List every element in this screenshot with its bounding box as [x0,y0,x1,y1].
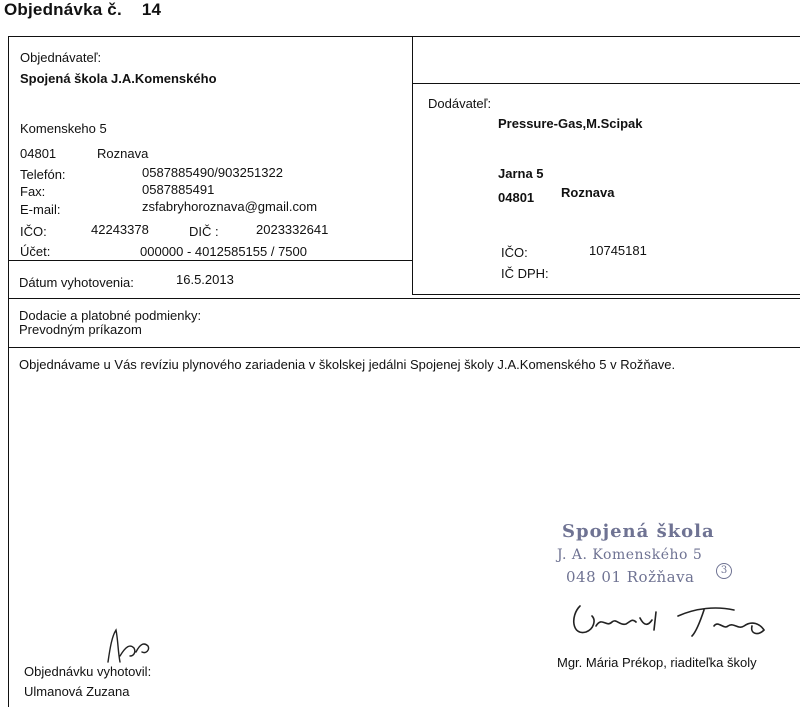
supplier-ico-label: IČO: [501,245,528,260]
order-body-text: Objednávame u Vás revíziu plynového zariadenia v školskej jedálni Spojenej školy J.A.Komenského 5 v Rožňave. [19,357,676,372]
frame-left [8,36,9,707]
supplier-icdph-label: IČ DPH: [501,266,549,281]
stamp-line-1: Spojená škola [562,521,715,542]
director-signature [566,596,776,646]
document-title [4,0,161,20]
supplier-ico-value: 10745181 [589,243,647,258]
supplier-zip: 04801 [498,190,535,205]
dic-label: DIČ : [189,224,219,239]
supplier-street: Jarna 5 [498,166,544,181]
account-label: Účet: [20,244,51,259]
frame-top [8,36,800,37]
fax-value: 0587885491 [142,182,215,197]
supplier-label: Dodávateľ: [428,96,492,111]
ico-value: 42243378 [91,222,149,237]
order-number: 14 [141,0,162,19]
supplier-box-bottom [412,294,800,295]
account-value: 000000 - 4012585155 / 7500 [140,244,307,259]
email-value: zsfabryhoroznava@gmail.com [142,199,318,214]
title-text: Objednávka č. [4,0,122,19]
supplier-city: Roznava [561,185,615,200]
orderer-name: Spojená škola J.A.Komenského [20,71,217,86]
orderer-street: Komenskeho 5 [20,121,107,136]
dic-value: 2023332641 [256,222,329,237]
stamp-line-2: J. A. Komenského 5 [557,547,703,563]
frame-divider-vertical [412,36,413,295]
date-row-bottom [8,298,800,299]
ico-label: IČO: [20,224,47,239]
phone-value: 0587885490/903251322 [142,165,283,180]
supplier-box-top [412,83,800,84]
orderer-zip: 04801 [20,146,57,161]
terms-label: Dodacie a platobné podmienky: [19,308,202,323]
orderer-label: Objednávateľ: [20,50,102,65]
phone-label: Telefón: [20,167,66,182]
stamp-number: 3 [716,563,732,579]
email-label: E-mail: [20,202,61,217]
fax-label: Fax: [20,184,46,199]
director-name: Mgr. Mária Prékop, riaditeľka školy [557,655,757,670]
prepared-by-label: Objednávku vyhotovil: [24,664,152,679]
terms-value: Prevodným príkazom [19,322,142,337]
terms-row-bottom [8,347,800,348]
date-row-top [8,260,412,261]
orderer-city: Roznava [97,146,149,161]
stamp-line-3: 048 01 Rožňava [566,568,695,586]
prepared-by-name: Ulmanová Zuzana [24,684,130,699]
issue-date-value: 16.5.2013 [176,272,234,287]
issue-date-label: Dátum vyhotovenia: [19,275,134,290]
supplier-name: Pressure-Gas,M.Scipak [498,116,643,131]
